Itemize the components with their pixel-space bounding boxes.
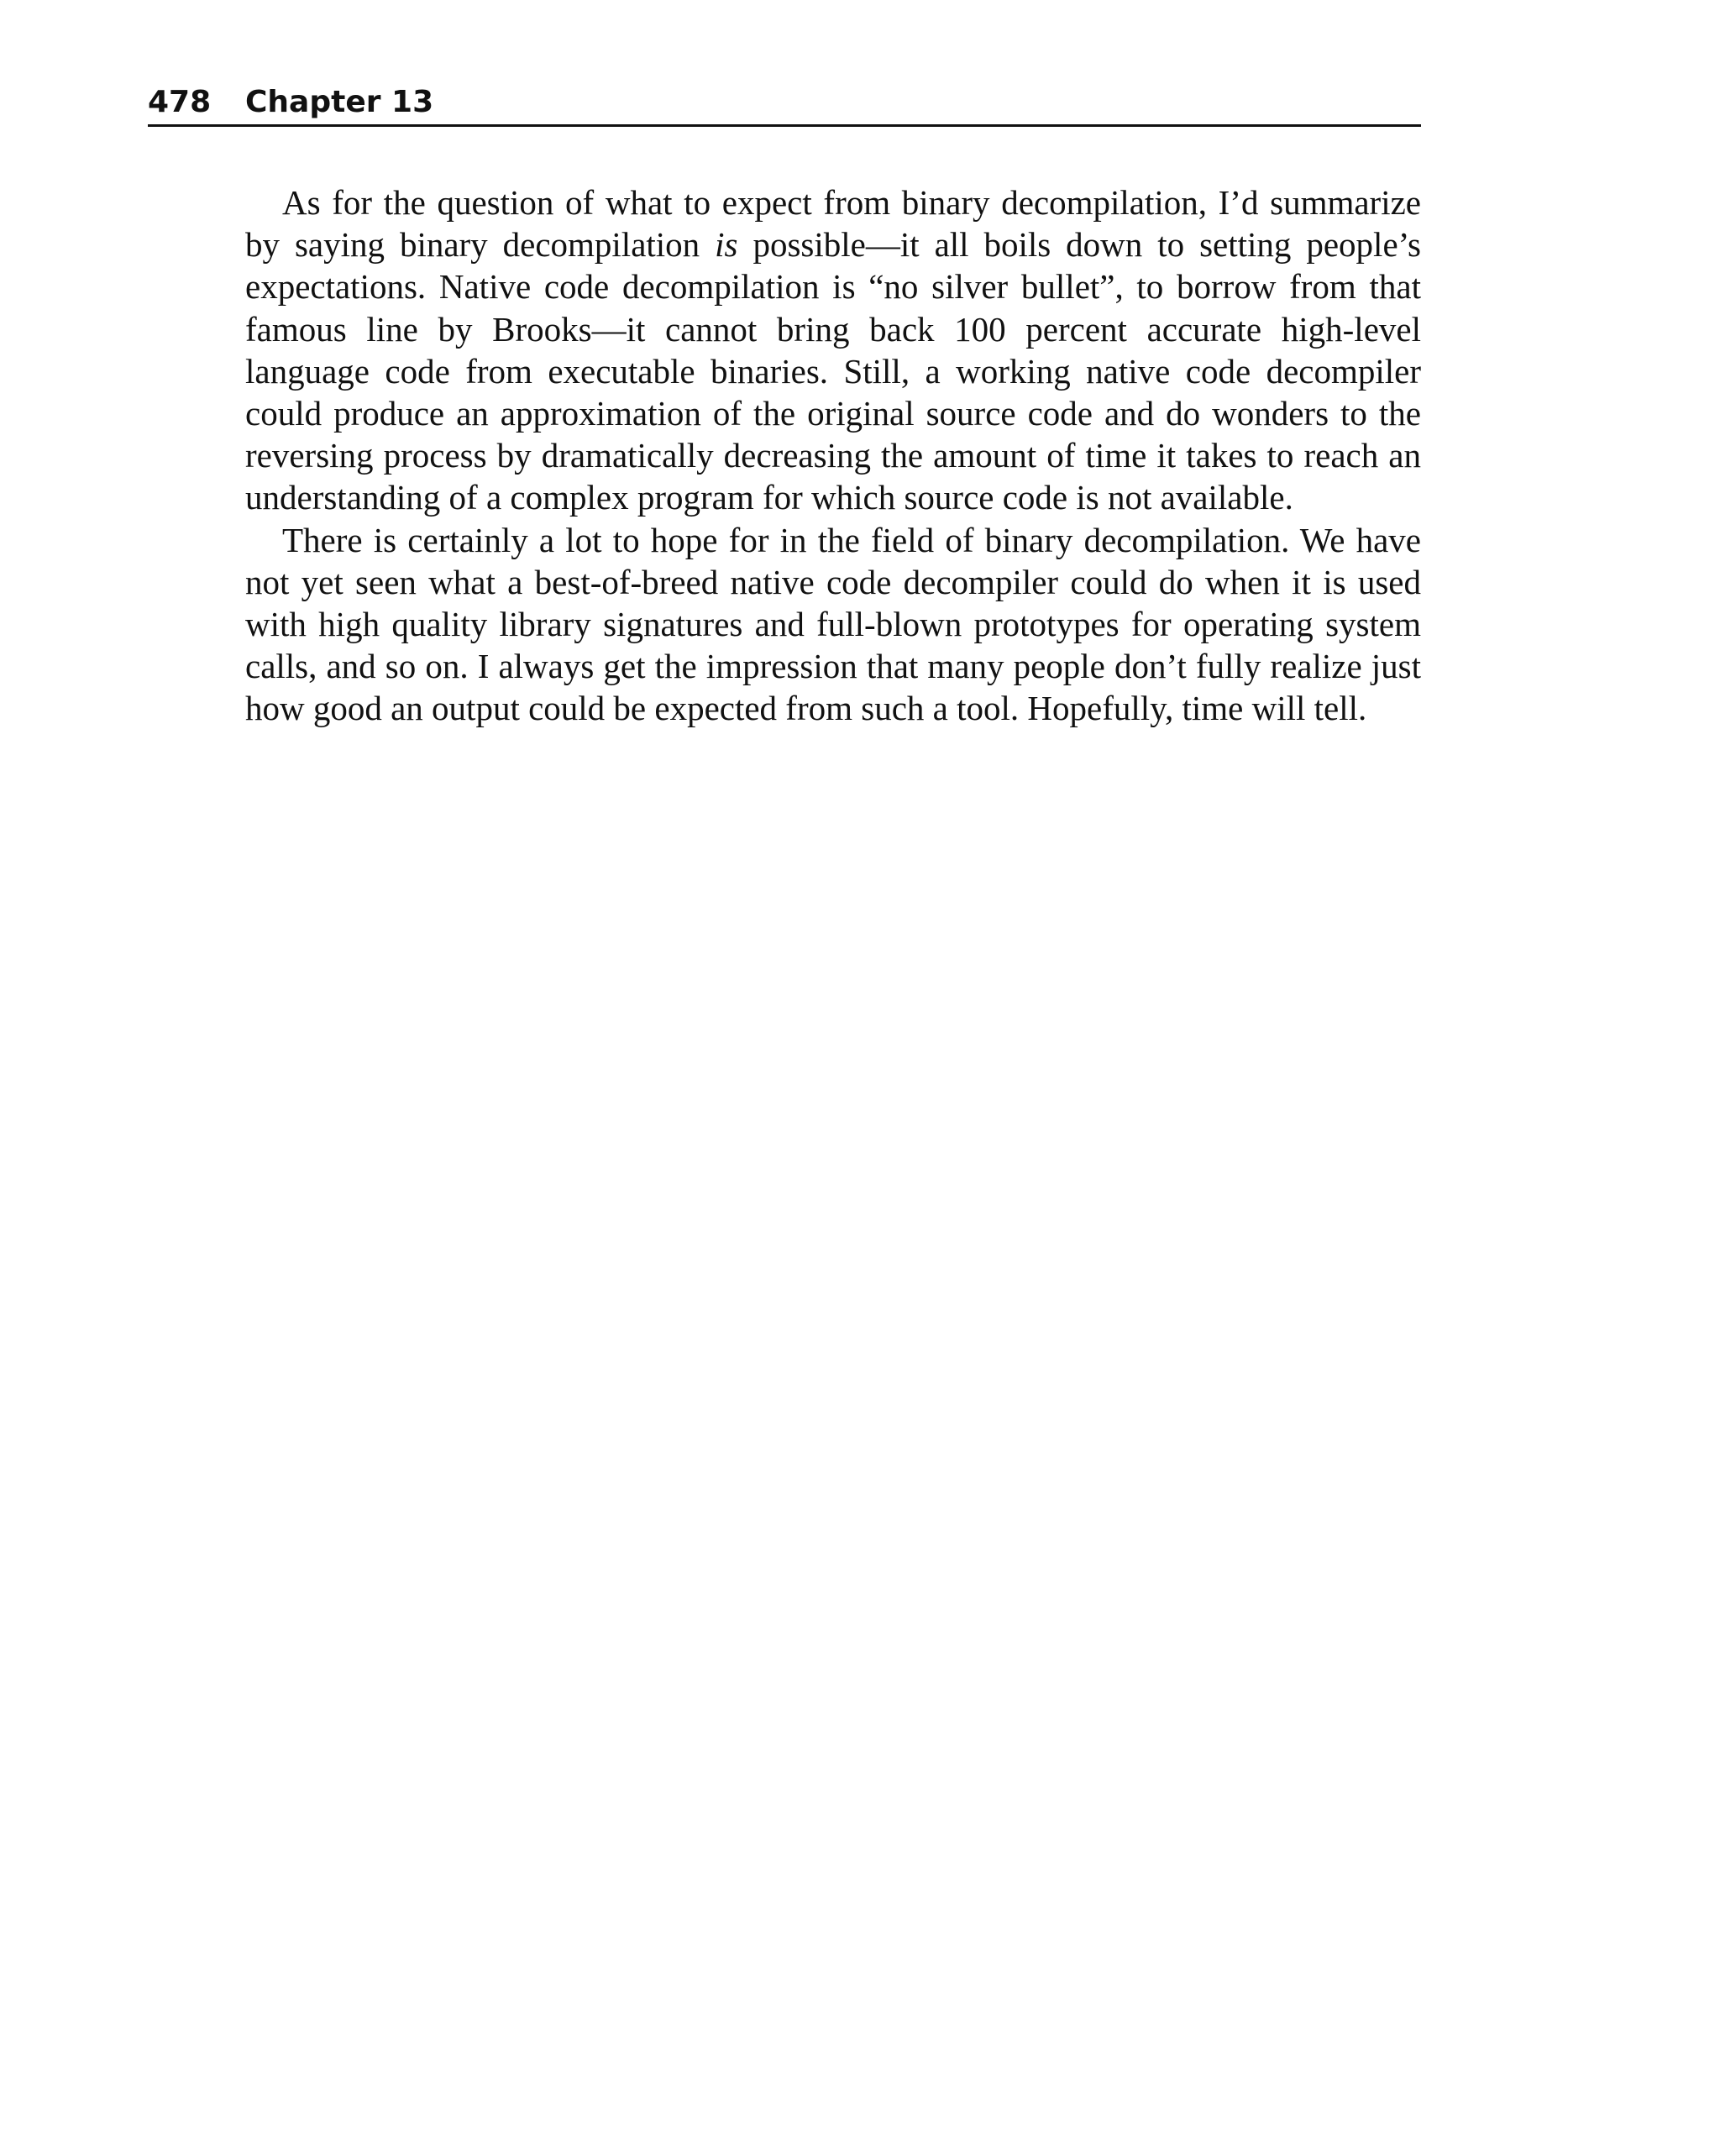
paragraph-1-emphasis: is [715, 225, 738, 265]
paragraph-1 [245, 181, 1421, 519]
chapter-title: Chapter 13 [245, 85, 434, 119]
paragraph-2: There is certainly a lot to hope for in the field of binary decompilation. We have not yet seen what a best-of-breed native code decompiler could do when it is used with high quality library signatures and full-blown prototypes for operating system calls, and so on. I always get the impression that many people don’t fully realize just how good an output could be expected from such a tool. Hopefully, time will tell. [245, 520, 1421, 728]
page-number: 478 [148, 85, 212, 119]
running-head [148, 81, 1421, 127]
body-text [245, 181, 1421, 730]
paragraph-1-text-start: As for the question of what to expect from binary decompilation, I’d summarize by saying binary decompilation [245, 183, 1421, 265]
paragraph-1-text-end: possible—it all boils down to setting people’s expectations. Native code decompilation is “no silver bullet”, to borrow from that famous line by Brooks—it cannot bring back 100 percent accurate high-level language code from executable binaries. Still, a working native code decompiler could produce an approximation of the original source code and do wonders to the reversing process by dramatically decreasing the amount of time it takes to reach an understanding of a complex program for which source code is not available. [245, 225, 1421, 517]
